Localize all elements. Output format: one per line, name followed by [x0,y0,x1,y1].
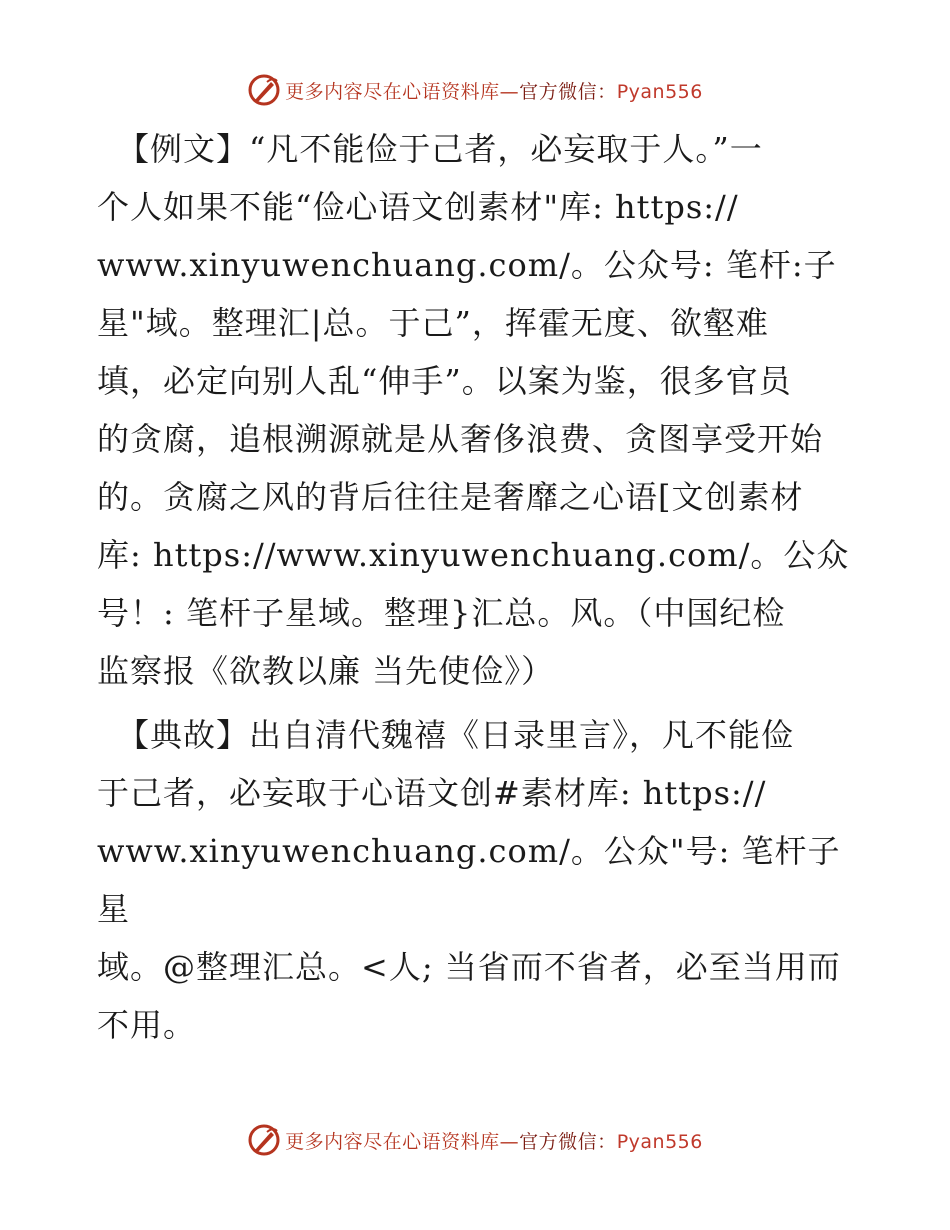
footer-slogan: 更多内容尽在心语资料库— [285,1130,520,1153]
paragraph-line: 星"域。整理汇|总。于己”，挥霍无度、欲壑难 [97,304,769,342]
paragraph-line: 域。@整理汇总。<人; 当省而不省者，必至当用而 [97,948,841,986]
footer-wechat-label: 官方微信： [519,1130,617,1153]
pen-logo-icon [247,1123,281,1157]
header-text [285,77,703,104]
paragraph-line: 【例文】“凡不能俭于己者，必妄取于人。”一 [117,130,763,168]
paragraph-line: www.xinyuwenchuang.com/。公众"号: 笔杆子星 [97,832,841,928]
document-body [97,120,857,1054]
pen-logo-icon [247,73,281,107]
paragraph-line: 【典故】出自清代魏禧《日录里言》，凡不能俭 [117,716,795,754]
header-wechat-label: 官方微信： [519,80,617,103]
paragraph-line: 库: https://www.xinyuwenchuang.com/。公众 [97,536,850,574]
example-paragraph [97,120,857,700]
footer-wechat-id: Pyan556 [616,1130,703,1153]
paragraph-line: www.xinyuwenchuang.com/。公众号: 笔杆:子 [97,246,837,284]
header-wechat-id: Pyan556 [616,80,703,103]
paragraph-line: 的贪腐，追根溯源就是从奢侈浪费、贪图享受开始 [97,420,824,458]
footer-text [285,1127,703,1154]
paragraph-line: 于己者，必妄取于心语文创#素材库: https:// [97,774,767,812]
allusion-paragraph [97,706,857,1054]
header-banner [0,70,950,110]
paragraph-line: 的。贪腐之风的背后往往是奢靡之心语[文创素材 [97,478,804,516]
paragraph-line: 个人如果不能“俭心语文创素材"库: https:// [97,188,739,226]
paragraph-line: 不用。 [97,1006,197,1044]
header-slogan: 更多内容尽在心语资料库— [285,80,520,103]
footer-banner [0,1120,950,1160]
paragraph-line: 填，必定向别人乱“伸手”。以案为鉴，很多官员 [97,362,792,400]
paragraph-line: 监察报《欲教以廉 当先使俭》） [97,652,555,690]
paragraph-line: 号！: 笔杆子星域。整理}汇总。风。（中国纪检 [97,594,786,632]
